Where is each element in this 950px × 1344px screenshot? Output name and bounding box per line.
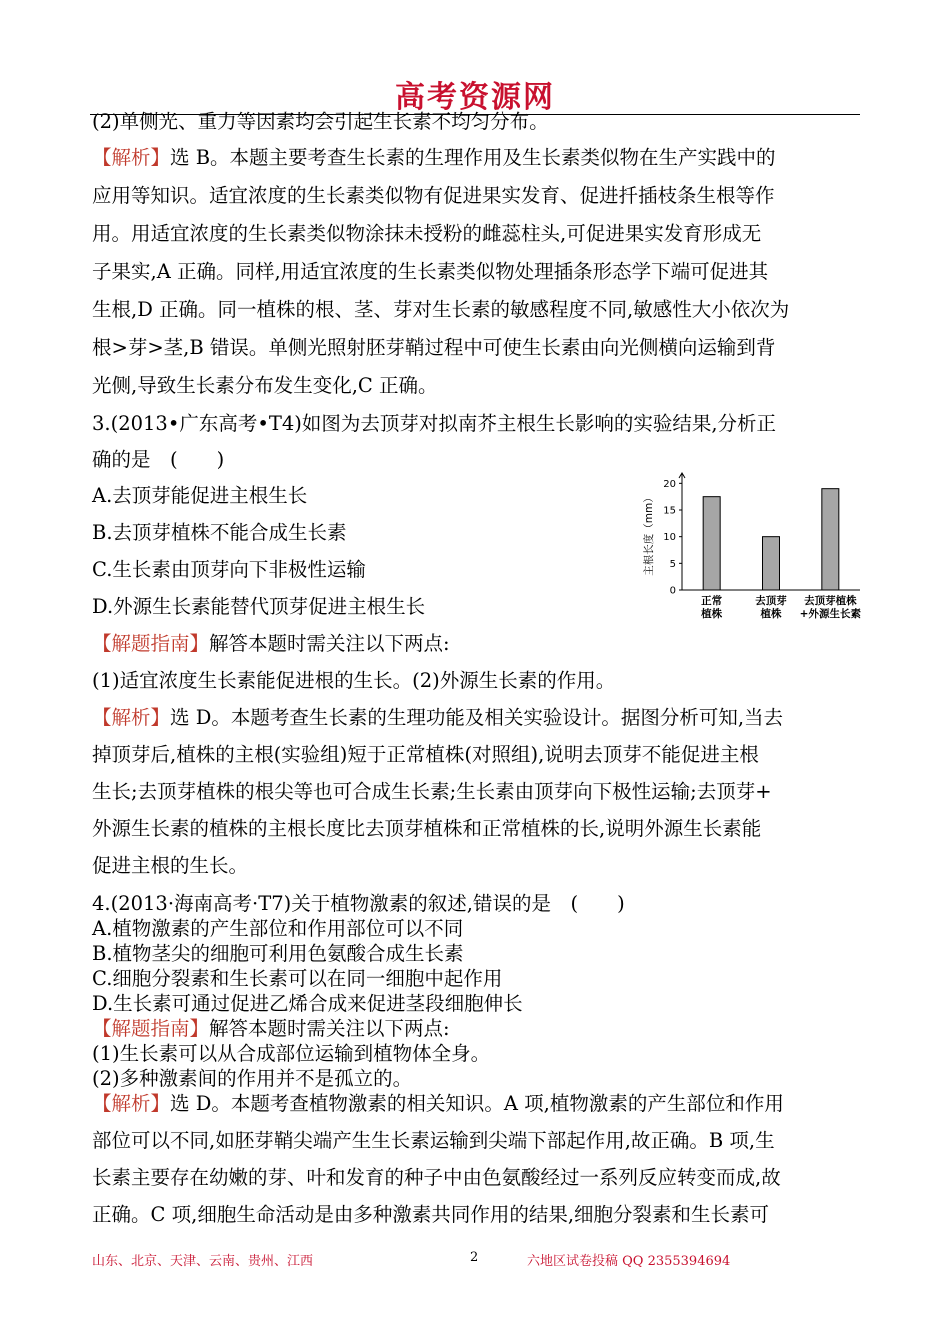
line-text: 3.(2013•广东高考•T4)如图为去顶芽对拟南芥主根生长影响的实验结果,分析正	[92, 412, 777, 435]
text-line	[92, 222, 761, 245]
y-tick-label: 5	[669, 558, 676, 570]
text-line	[92, 595, 425, 618]
text-line	[92, 632, 450, 655]
text-line	[92, 942, 464, 965]
line-text: 解答本题时需关注以下两点:	[209, 632, 450, 655]
line-text: 长素主要存在幼嫩的芽、叶和发育的种子中由色氨酸经过一系列反应转变而成,故	[92, 1166, 781, 1189]
line-text: 选 B。本题主要考查生长素的生理作用及生长素类似物在生产实践中的	[170, 146, 776, 169]
text-line	[92, 1042, 490, 1065]
line-text: 子果实,A 正确。同样,用适宜浓度的生长素类似物处理插条形态学下端可促进其	[92, 260, 769, 283]
line-text: 部位可以不同,如胚芽鞘尖端产生生长素运输到尖端下部起作用,故正确。B 项,生	[92, 1129, 775, 1152]
bar	[763, 537, 780, 590]
section-tag: 【解析】	[92, 1092, 171, 1115]
line-text: A.去顶芽能促进主根生长	[92, 484, 308, 507]
text-line	[92, 1129, 775, 1152]
line-text: (1)适宜浓度生长素能促进根的生长。(2)外源生长素的作用。	[92, 669, 616, 692]
text-line	[92, 780, 772, 803]
line-text: C.细胞分裂素和生长素可以在同一细胞中起作用	[92, 967, 503, 990]
y-tick-label: 0	[669, 585, 676, 597]
category-label: 去顶芽植株	[804, 595, 857, 607]
text-line	[92, 967, 502, 990]
y-tick-label: 20	[663, 478, 676, 490]
bar	[822, 489, 839, 590]
section-tag: 【解题指南】	[92, 1017, 210, 1040]
line-text: 根>芽>茎,B 错误。单侧光照射胚芽鞘过程中可使生长素由向光侧横向运输到背	[92, 336, 776, 359]
line-text: 掉顶芽后,植株的主根(实验组)短于正常植株(对照组),说明去顶芽不能促进主根	[92, 743, 759, 766]
text-line	[92, 1017, 450, 1040]
line-text: (2)多种激素间的作用并不是孤立的。	[92, 1067, 413, 1090]
line-text: (1)生长素可以从合成部位运输到植物体全身。	[92, 1042, 491, 1065]
text-line	[92, 1067, 412, 1090]
text-line	[92, 992, 523, 1015]
category-label: 植株	[701, 608, 723, 620]
text-line	[92, 146, 776, 169]
text-line	[92, 448, 224, 471]
footer-regions: 山东、北京、天津、云南、贵州、江西	[92, 1254, 314, 1269]
text-line	[92, 706, 783, 729]
line-text: 正确。C 项,细胞生命活动是由多种激素共同作用的结果,细胞分裂素和生长素可	[92, 1203, 770, 1226]
text-line	[92, 374, 438, 397]
text-line	[92, 184, 775, 207]
line-text: D.生长素可通过促进乙烯合成来促进茎段细胞伸长	[92, 992, 523, 1015]
text-line	[92, 110, 549, 133]
footer-contact: 六地区试卷投稿 QQ 2355394694	[527, 1254, 731, 1269]
category-label: 植株	[760, 608, 782, 620]
category-label: 去顶芽	[755, 595, 787, 607]
text-line	[92, 1203, 769, 1226]
line-text: 选 D。本题考查植物激素的相关知识。A 项,植物激素的产生部位和作用	[170, 1092, 784, 1115]
line-text: A.植物激素的产生部位和作用部位可以不同	[92, 917, 464, 940]
line-text: 4.(2013·海南高考·T7)关于植物激素的叙述,错误的是 ( )	[92, 892, 625, 915]
line-text: B.去顶芽植株不能合成生长素	[92, 521, 347, 544]
line-text: 解答本题时需关注以下两点:	[209, 1017, 450, 1040]
line-text: 促进主根的生长。	[92, 854, 249, 877]
line-text: 确的是 ( )	[92, 448, 225, 471]
line-text: 选 D。本题考查生长素的生理功能及相关实验设计。据图分析可知,当去	[170, 706, 784, 729]
text-line	[92, 892, 625, 915]
text-line	[92, 558, 366, 581]
line-text: C.生长素由顶芽向下非极性运输	[92, 558, 366, 581]
category-label: +外源生长素	[799, 608, 861, 620]
line-text: 生长;去顶芽植株的根尖等也可合成生长素;生长素由顶芽向下极性运输;去顶芽+	[92, 780, 772, 803]
text-line	[92, 743, 759, 766]
bar-chart	[638, 470, 868, 630]
line-text: 应用等知识。适宜浓度的生长素类似物有促进果实发育、促进扦插枝条生根等作	[92, 184, 775, 207]
text-line	[92, 336, 775, 359]
text-line	[92, 817, 761, 840]
y-axis-label: 主根长度（mm）	[643, 492, 655, 576]
category-label: 正常	[701, 595, 723, 607]
section-tag: 【解析】	[92, 706, 171, 729]
bar	[703, 497, 720, 590]
line-text: (2)单侧光、重力等因素均会引起生长素不均匀分布。	[92, 110, 549, 133]
line-text: 外源生长素的植株的主根长度比去顶芽植株和正常植株的长,说明外源生长素能	[92, 817, 762, 840]
page-number: 2	[470, 1250, 479, 1265]
section-tag: 【解析】	[92, 146, 171, 169]
text-line	[92, 854, 248, 877]
text-line	[92, 484, 307, 507]
line-text: 用。用适宜浓度的生长素类似物涂抹未授粉的雌蕊柱头,可促进果实发育形成无	[92, 222, 762, 245]
text-line	[92, 412, 776, 435]
line-text: B.植物茎尖的细胞可利用色氨酸合成生长素	[92, 942, 464, 965]
text-line	[92, 669, 615, 692]
line-text: D.外源生长素能替代顶芽促进主根生长	[92, 595, 426, 618]
line-text: 生根,D 正确。同一植株的根、茎、芽对生长素的敏感程度不同,敏感性大小依次为	[92, 298, 790, 321]
text-line	[92, 521, 347, 544]
section-tag: 【解题指南】	[92, 632, 210, 655]
header-title: 高考资源网	[395, 80, 555, 115]
text-line	[92, 298, 789, 321]
text-line	[92, 1166, 781, 1189]
text-line	[92, 1092, 784, 1115]
y-tick-label: 15	[663, 505, 676, 517]
line-text: 光侧,导致生长素分布发生变化,C 正确。	[92, 374, 438, 397]
y-tick-label: 10	[663, 532, 676, 544]
text-line	[92, 917, 463, 940]
text-line	[92, 260, 768, 283]
